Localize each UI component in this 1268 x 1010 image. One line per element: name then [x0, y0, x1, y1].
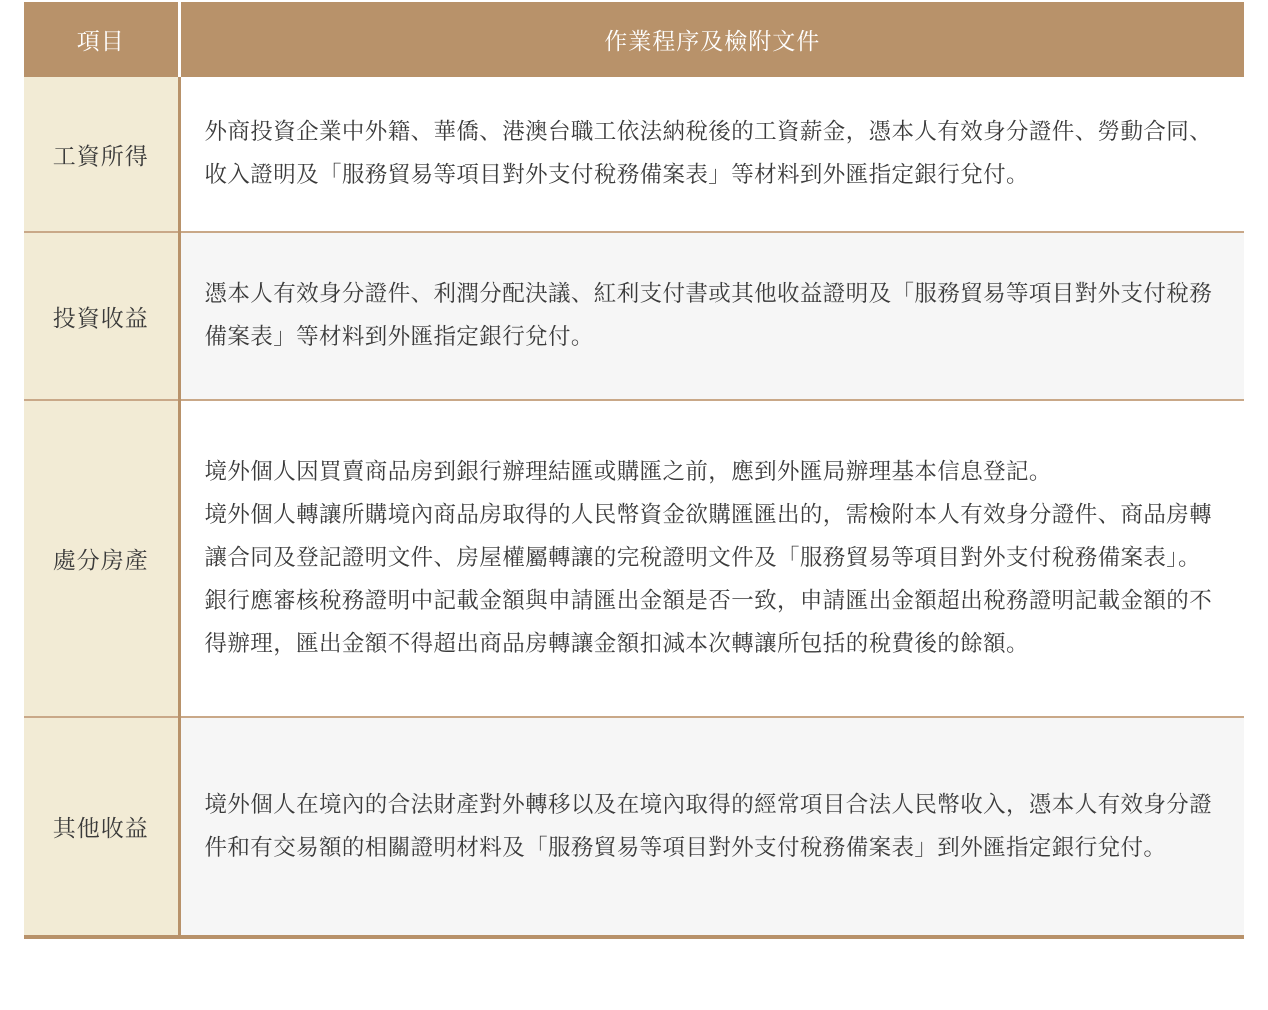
table-row: [24, 232, 1244, 400]
row-description: [179, 400, 1244, 717]
header-procedure: 作業程序及檢附文件: [179, 2, 1244, 77]
description-paragraph: 境外個人因買賣商品房到銀行辦理結匯或購匯之前，應到外匯局辦理基本信息登記。: [204, 459, 1052, 485]
procedure-table: [24, 2, 1244, 939]
table-header-row: [24, 2, 1244, 77]
row-description: [179, 717, 1244, 937]
row-item-label: 工資所得: [24, 77, 179, 232]
description-paragraph: 憑本人有效身分證件、利潤分配決議、紅利支付書或其他收益證明及「服務貿易等項目對外支付稅務備案表」等材料到外匯指定銀行兌付。: [204, 281, 1213, 350]
description-paragraph: 銀行應審核稅務證明中記載金額與申請匯出金額是否一致，申請匯出金額超出稅務證明記載金額的不得辦理，匯出金額不得超出商品房轉讓金額扣減本次轉讓所包括的稅費後的餘額。: [204, 588, 1213, 657]
header-item: 項目: [24, 2, 179, 77]
description-paragraph: 外商投資企業中外籍、華僑、港澳台職工依法納稅後的工資薪金，憑本人有效身分證件、勞動合同、收入證明及「服務貿易等項目對外支付稅務備案表」等材料到外匯指定銀行兌付。: [204, 119, 1213, 188]
table-row: [24, 717, 1244, 937]
description-paragraph: 境外個人轉讓所購境內商品房取得的人民幣資金欲購匯匯出的，需檢附本人有效身分證件、商品房轉讓合同及登記證明文件、房屋權屬轉讓的完稅證明文件及「服務貿易等項目對外支付稅務備案表」。: [204, 502, 1213, 571]
description-paragraph: 境外個人在境內的合法財產對外轉移以及在境內取得的經常項目合法人民幣收入，憑本人有效身分證件和有交易額的相關證明材料及「服務貿易等項目對外支付稅務備案表」到外匯指定銀行兌付。: [204, 791, 1213, 861]
row-item-label: 其他收益: [24, 717, 179, 937]
table-row: [24, 400, 1244, 717]
row-description: [179, 77, 1244, 232]
row-item-label: 處分房產: [24, 400, 179, 717]
row-item-label: 投資收益: [24, 232, 179, 400]
table-row: [24, 77, 1244, 232]
row-description: [179, 232, 1244, 400]
